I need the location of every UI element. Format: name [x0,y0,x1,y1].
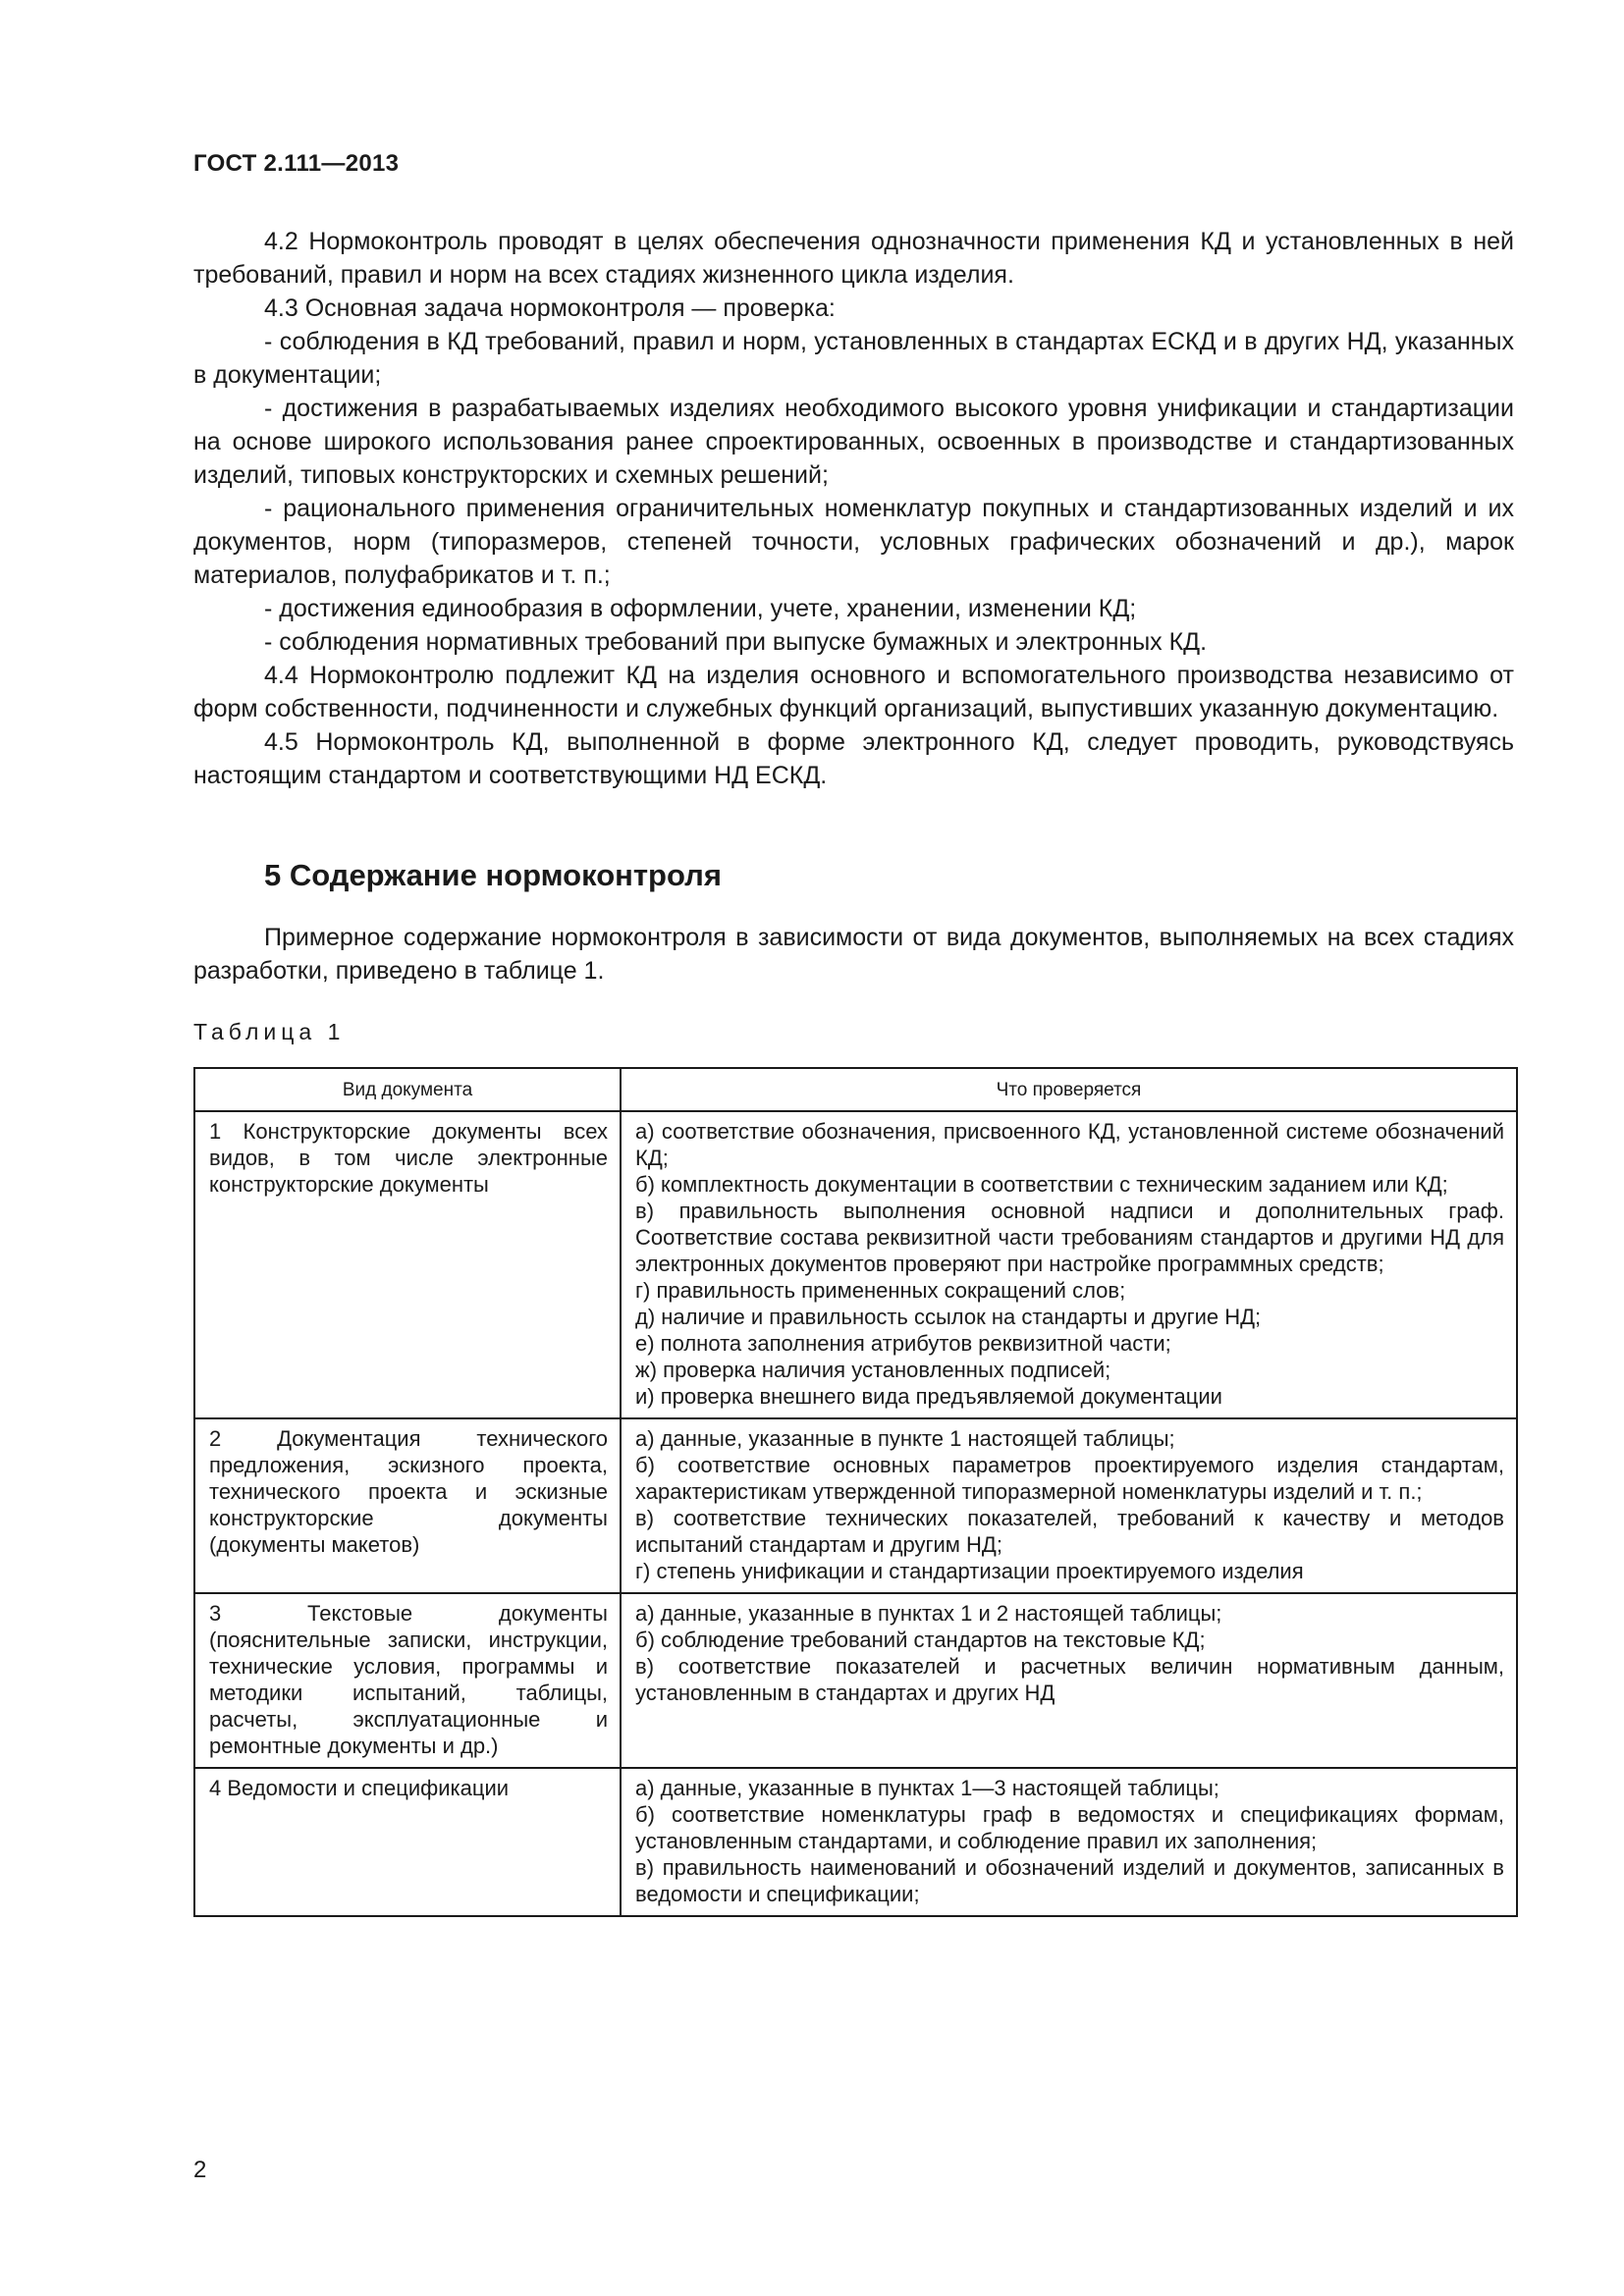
check-item: д) наличие и правильность ссылок на стандарты и другие НД; [635,1305,1262,1329]
check-item: а) данные, указанные в пунктах 1—3 настоящей таблицы; [635,1776,1219,1800]
list-item: - достижения единообразия в оформлении, учете, хранении, изменении КД; [264,595,1137,622]
document-kind-cell: 2 Документация технического предложения, эскизного проекта, технического проекта и эскизные конструкторские документы (документы макетов) [194,1418,621,1593]
check-item: ж) проверка наличия установленных подписей; [635,1358,1111,1382]
column-header-checks: Что проверяется [621,1068,1517,1111]
document-kind-cell: 1 Конструкторские документы всех видов, в том числе электронные конструкторские документы [194,1111,621,1418]
list-item: - достижения в разрабатываемых изделиях необходимого высокого уровня унификации и стандартизации на основе широкого использования ранее спроектированных, освоенных в производстве и стандартизованных изделий, типовых конструкторских и схемных решений; [193,395,1514,489]
check-item: г) степень унификации и стандартизации проектируемого изделия [635,1559,1304,1583]
check-item: в) правильность наименований и обозначений изделий и документов, записанных в ведомости и спецификации; [635,1855,1504,1906]
column-header-kind: Вид документа [194,1068,621,1111]
table-header-row [194,1068,1517,1111]
paragraph-4-5: 4.5 Нормоконтроль КД, выполненной в форме электронного КД, следует проводить, руководствуясь настоящим стандартом и соответствующими НД ЕСКД. [193,728,1514,789]
check-item: е) полнота заполнения атрибутов реквизитной части; [635,1331,1171,1356]
table-row [194,1111,1517,1418]
check-item: в) правильность выполнения основной надписи и дополнительных граф. Соответствие состава реквизитной части требованиям стандартов и другими НД для электронных документов проверяют при настройке программных средств; [635,1199,1504,1276]
section-intro: Примерное содержание нормоконтроля в зависимости от вида документов, выполняемых на всех стадиях разработки, приведено в таблице 1. [193,924,1514,985]
check-item: б) соблюдение требований стандартов на текстовые КД; [635,1628,1206,1652]
document-kind-cell: 3 Текстовые документы (пояснительные записки, инструкции, технические условия, программы и методики испытаний, таблицы, расчеты, эксплуатационные и ремонтные документы и др.) [194,1593,621,1768]
check-item: а) данные, указанные в пунктах 1 и 2 настоящей таблицы; [635,1601,1222,1626]
check-item: б) комплектность документации в соответствии с техническим заданием или КД; [635,1172,1448,1197]
list-item: - соблюдения нормативных требований при выпуске бумажных и электронных КД. [264,628,1208,656]
page-number: 2 [193,2157,207,2183]
paragraph-4-3: 4.3 Основная задача нормоконтроля — проверка: [264,294,836,322]
table-row [194,1768,1517,1916]
list-item: - соблюдения в КД требований, правил и норм, установленных в стандартах ЕСКД и в других НД, указанных в документации; [193,328,1514,389]
check-item: б) соответствие основных параметров проектируемого изделия стандартам, характеристикам утвержденной типоразмерной номенклатуры изделий и т. п.; [635,1453,1504,1504]
document-kind-cell: 4 Ведомости и спецификации [194,1768,621,1916]
paragraph-4-4: 4.4 Нормоконтролю подлежит КД на изделия основного и вспомогательного производства независимо от форм собственности, подчиненности и служебных функций организаций, выпустивших указанную документацию. [193,662,1514,722]
table-row [194,1418,1517,1593]
check-item: б) соответствие номенклатуры граф в ведомостях и спецификациях формам, установленным стандартами, и соблюдение правил их заполнения; [635,1802,1504,1853]
list-item: - рационального применения ограничительных номенклатур покупных и стандартизованных изделий и их документов, норм (типоразмеров, степеней точности, условных графических обозначений и др.), марок материалов, полуфабрикатов и т. п.; [193,495,1514,589]
checks-cell [621,1418,1517,1593]
checks-cell [621,1768,1517,1916]
check-item: г) правильность примененных сокращений слов; [635,1278,1126,1303]
check-item: в) соответствие технических показателей, требований к качеству и методов испытаний стандартам и другим НД; [635,1506,1504,1557]
checks-cell [621,1593,1517,1768]
check-item: а) данные, указанные в пункте 1 настоящей таблицы; [635,1426,1175,1451]
check-item: в) соответствие показателей и расчетных величин нормативным данным, установленным в стандартах и других НД [635,1654,1504,1705]
table-row [194,1593,1517,1768]
requirements-table [193,1067,1518,1917]
section-title: 5 Содержание нормоконтроля [264,858,722,892]
paragraph-4-2: 4.2 Нормоконтроль проводят в целях обеспечения однозначности применения КД и установленных в ней требований, правил и норм на всех стадиях жизненного цикла изделия. [193,228,1514,289]
body-text [193,225,1514,792]
check-item: и) проверка внешнего вида предъявляемой документации [635,1384,1222,1409]
check-item: а) соответствие обозначения, присвоенного КД, установленной системе обозначений КД; [635,1119,1504,1170]
page-header-standard: ГОСТ 2.111—2013 [193,150,400,177]
checks-cell [621,1111,1517,1418]
table-caption: Таблица 1 [193,1019,346,1044]
